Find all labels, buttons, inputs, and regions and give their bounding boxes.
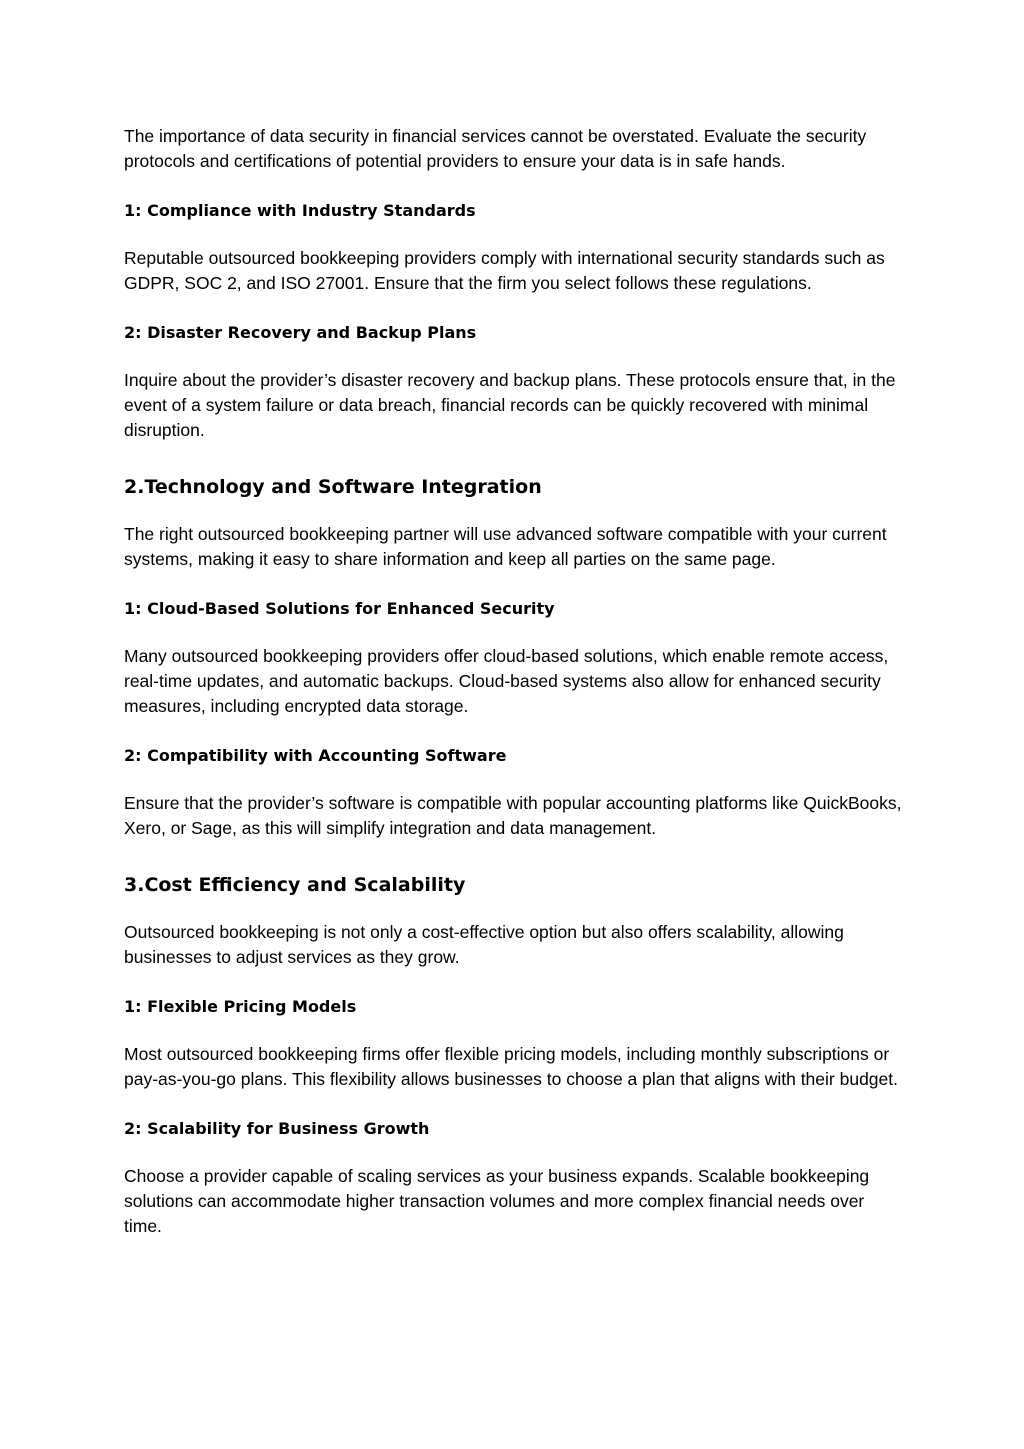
subheading-pricing: 1: Flexible Pricing Models — [124, 997, 357, 1016]
pricing-paragraph: Most outsourced bookkeeping firms offer flexible pricing models, including monthly subscriptions or pay-as-you-go plans. This flexibility allows businesses to choose a plan that aligns with their budget. — [124, 1044, 898, 1089]
subheading-compatibility: 2: Compatibility with Accounting Software — [124, 746, 507, 765]
subheading-scalability: 2: Scalability for Business Growth — [124, 1119, 430, 1138]
subheading-cloud-solutions: 1: Cloud-Based Solutions for Enhanced Security — [124, 599, 555, 618]
disaster-recovery-paragraph: Inquire about the provider’s disaster recovery and backup plans. These protocols ensure that, in the event of a system failure or data breach, financial records can be quickly recovered with minimal disruption. — [124, 370, 896, 440]
section-heading-cost: 3.Cost Efficiency and Scalability — [124, 874, 466, 896]
scalability-paragraph: Choose a provider capable of scaling services as your business expands. Scalable bookkeeping solutions can accommodate higher transaction volumes and more complex financial needs over time. — [124, 1166, 870, 1236]
intro-security-paragraph: The importance of data security in financial services cannot be overstated. Evaluate the security protocols and certifications of potential providers to ensure your data is in safe hands. — [124, 126, 867, 171]
compatibility-paragraph: Ensure that the provider’s software is compatible with popular accounting platforms like QuickBooks, Xero, or Sage, as this will simplify integration and data management. — [124, 793, 902, 838]
section-heading-technology: 2.Technology and Software Integration — [124, 476, 542, 498]
document-page — [124, 124, 904, 1263]
subheading-compliance: 1: Compliance with Industry Standards — [124, 201, 476, 220]
cost-intro-paragraph: Outsourced bookkeeping is not only a cost-effective option but also offers scalability, allowing businesses to adjust services as they grow. — [124, 922, 844, 967]
cloud-solutions-paragraph: Many outsourced bookkeeping providers offer cloud-based solutions, which enable remote access, real-time updates, and automatic backups. Cloud-based systems also allow for enhanced security measures, including encrypted data storage. — [124, 646, 889, 716]
technology-intro-paragraph: The right outsourced bookkeeping partner will use advanced software compatible with your current systems, making it easy to share information and keep all parties on the same page. — [124, 524, 887, 569]
subheading-disaster-recovery: 2: Disaster Recovery and Backup Plans — [124, 323, 477, 342]
compliance-paragraph: Reputable outsourced bookkeeping providers comply with international security standards such as GDPR, SOC 2, and ISO 27001. Ensure that the firm you select follows these regulations. — [124, 248, 885, 293]
